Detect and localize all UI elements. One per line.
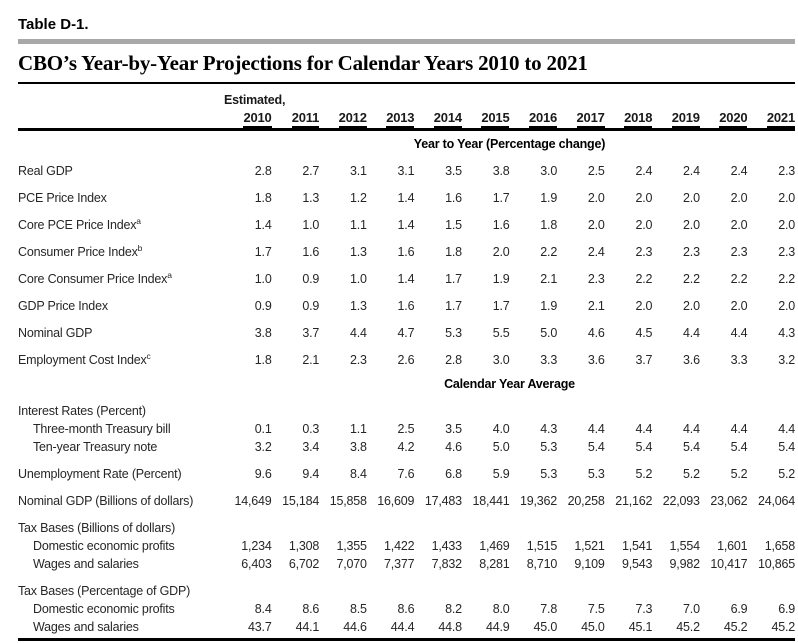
value-cell: 8,710 (526, 557, 558, 571)
value-cell: 2.1 (540, 272, 558, 286)
table-row (18, 164, 795, 182)
table-row (18, 584, 795, 602)
value-cell: 1,355 (336, 539, 367, 553)
value-cell: 1,469 (479, 539, 510, 553)
value-cell: 2.0 (492, 245, 510, 259)
value-cell: 3.8 (492, 164, 510, 178)
value-cell: 5.2 (635, 467, 653, 481)
value-cell: 5.2 (730, 467, 748, 481)
value-cell: 4.4 (683, 326, 700, 340)
row-label (18, 215, 224, 232)
row-label (18, 299, 224, 313)
value-cell: 4.4 (730, 326, 748, 340)
value-cell: 2.3 (730, 245, 748, 259)
value-cell: 3.2 (778, 353, 795, 367)
row-label-text: Three-month Treasury bill (33, 422, 171, 436)
row-label-text: Interest Rates (Percent) (18, 404, 146, 418)
value-cell: 4.4 (683, 422, 700, 436)
year-label: 2010 (243, 110, 271, 128)
value-cell: 1.3 (302, 191, 320, 205)
value-cell: 2.7 (302, 164, 320, 178)
value-cell: 1.7 (445, 299, 462, 313)
value-cell: 44.9 (485, 620, 510, 634)
value-cell: 7.5 (587, 602, 605, 616)
value-cell: 8.4 (349, 467, 367, 481)
table-header (18, 92, 795, 131)
value-cell: 4.6 (445, 440, 462, 454)
value-cell: 4.4 (635, 422, 653, 436)
row-label (18, 404, 224, 418)
value-cell: 1.3 (349, 299, 367, 313)
value-cell: 1.8 (540, 218, 558, 232)
value-cell: 2.4 (635, 164, 653, 178)
table-row (18, 191, 795, 209)
value-cell: 1.8 (254, 191, 272, 205)
value-cell: 2.8 (254, 164, 272, 178)
value-cell: 3.5 (445, 422, 462, 436)
value-cell: 5.5 (492, 326, 510, 340)
value-cell: 7,377 (384, 557, 415, 571)
table-row (18, 326, 795, 344)
value-cell: 0.9 (254, 299, 272, 313)
year-label: 2015 (481, 110, 509, 128)
value-cell: 1.0 (254, 272, 272, 286)
year-column-header (414, 110, 462, 128)
value-cell: 2.1 (587, 299, 605, 313)
value-cell: 1.6 (445, 191, 462, 205)
value-cell: 5.4 (587, 440, 605, 454)
value-cell: 4.7 (397, 326, 415, 340)
section-heading-row (18, 137, 795, 155)
value-cell: 1.5 (445, 218, 462, 232)
value-cell: 1,541 (621, 539, 653, 553)
value-cell: 1.1 (349, 218, 367, 232)
row-label-text: Core PCE Price Index (18, 218, 137, 232)
table-number-label: Table D-1. (18, 16, 89, 33)
row-label (18, 467, 224, 481)
value-cell: 2.8 (445, 353, 462, 367)
value-cell: 2.0 (683, 218, 700, 232)
row-label (18, 326, 224, 340)
value-cell: 7.6 (397, 467, 415, 481)
value-cell: 5.4 (635, 440, 653, 454)
value-cell: 1.4 (254, 218, 272, 232)
value-cell: 43.7 (248, 620, 272, 634)
table-row (18, 440, 795, 458)
table-row (18, 269, 795, 290)
section-heading: Year to Year (Percentage change) (413, 137, 606, 151)
value-cell: 2.2 (730, 272, 748, 286)
table-row (18, 299, 795, 317)
value-cell: 5.3 (445, 326, 462, 340)
year-column-header (367, 110, 415, 128)
value-cell: 3.3 (730, 353, 748, 367)
value-cell: 5.0 (540, 326, 558, 340)
gray-divider-bar (18, 39, 795, 44)
value-cell: 3.0 (540, 164, 558, 178)
value-cell: 1.7 (492, 191, 510, 205)
row-label (18, 584, 224, 598)
value-cell: 2.3 (587, 272, 605, 286)
year-label: 2012 (339, 110, 367, 128)
table-body (18, 137, 795, 638)
value-cell: 4.4 (730, 422, 748, 436)
value-cell: 1.6 (397, 299, 415, 313)
value-cell: 1.4 (397, 272, 415, 286)
value-cell: 1.7 (254, 245, 272, 259)
value-cell: 19,362 (520, 494, 558, 508)
value-cell: 3.7 (302, 326, 320, 340)
value-cell: 18,441 (472, 494, 510, 508)
value-cell: 2.0 (778, 191, 795, 205)
footnote-marker: c (146, 350, 151, 361)
value-cell: 8.2 (445, 602, 462, 616)
row-label-text: Core Consumer Price Index (18, 272, 168, 286)
value-cell: 2.5 (397, 422, 415, 436)
value-cell: 5.3 (540, 467, 558, 481)
value-cell: 21,162 (615, 494, 653, 508)
value-cell: 7,832 (431, 557, 462, 571)
row-label-text: Unemployment Rate (Percent) (18, 467, 182, 481)
row-label-text: Domestic economic profits (33, 602, 175, 616)
value-cell: 10,417 (710, 557, 748, 571)
estimated-row (18, 92, 795, 107)
value-cell: 2.0 (730, 299, 748, 313)
value-cell: 6.9 (730, 602, 748, 616)
value-cell: 45.2 (771, 620, 795, 634)
value-cell: 7.3 (635, 602, 653, 616)
table-row (18, 215, 795, 236)
value-cell: 1,554 (669, 539, 700, 553)
value-cell: 15,858 (329, 494, 367, 508)
value-cell: 2.3 (778, 245, 795, 259)
row-label (18, 191, 224, 205)
value-cell: 44.6 (343, 620, 367, 634)
value-cell: 1.7 (492, 299, 510, 313)
value-cell: 4.0 (492, 422, 510, 436)
value-cell: 6,403 (241, 557, 272, 571)
value-cell: 3.1 (349, 164, 367, 178)
row-label-text: PCE Price Index (18, 191, 107, 205)
value-cell: 4.2 (397, 440, 415, 454)
value-cell: 15,184 (282, 494, 320, 508)
value-cell: 3.8 (349, 440, 367, 454)
value-cell: 5.2 (683, 467, 700, 481)
value-cell: 4.3 (778, 326, 795, 340)
value-cell: 9,543 (621, 557, 653, 571)
value-cell: 5.4 (778, 440, 795, 454)
table-row (18, 350, 795, 371)
value-cell: 23,062 (710, 494, 748, 508)
value-cell: 2.4 (683, 164, 700, 178)
value-cell: 2.0 (730, 218, 748, 232)
value-cell: 2.0 (635, 299, 653, 313)
value-cell: 3.2 (254, 440, 272, 454)
value-cell: 1.0 (349, 272, 367, 286)
year-column-header (319, 110, 367, 128)
value-cell: 2.6 (397, 353, 415, 367)
value-cell: 4.3 (540, 422, 558, 436)
table-row (18, 620, 795, 638)
value-cell: 1,601 (717, 539, 748, 553)
table-row (18, 242, 795, 263)
row-label-text: Real GDP (18, 164, 73, 178)
value-cell: 0.1 (254, 422, 272, 436)
row-label (18, 557, 224, 571)
year-column-header (224, 110, 272, 128)
row-label-text: Wages and salaries (33, 620, 139, 634)
value-cell: 22,093 (662, 494, 700, 508)
footnote-marker: b (137, 242, 143, 253)
value-cell: 2.4 (587, 245, 605, 259)
value-cell: 4.6 (587, 326, 605, 340)
value-cell: 5.4 (730, 440, 748, 454)
value-cell: 1.4 (397, 218, 415, 232)
row-label-text: Wages and salaries (33, 557, 139, 571)
row-label (18, 440, 224, 454)
row-label-text: Domestic economic profits (33, 539, 175, 553)
value-cell: 2.4 (730, 164, 748, 178)
value-cell: 2.2 (635, 272, 653, 286)
bottom-rule (18, 638, 795, 641)
value-cell: 1,521 (574, 539, 605, 553)
value-cell: 45.2 (676, 620, 700, 634)
table-row (18, 539, 795, 557)
value-cell: 2.0 (778, 218, 795, 232)
value-cell: 2.0 (635, 218, 653, 232)
value-cell: 2.0 (635, 191, 653, 205)
year-column-header (747, 110, 795, 128)
value-cell: 9.4 (302, 467, 320, 481)
value-cell: 7,070 (336, 557, 367, 571)
value-cell: 4.4 (778, 422, 795, 436)
footnote-marker: a (167, 269, 172, 280)
value-cell: 1,515 (526, 539, 558, 553)
value-cell: 44.4 (390, 620, 415, 634)
value-cell: 2.0 (587, 191, 605, 205)
value-cell: 2.3 (778, 164, 795, 178)
value-cell: 6.8 (445, 467, 462, 481)
value-cell: 8.6 (397, 602, 415, 616)
value-cell: 9.6 (254, 467, 272, 481)
row-label (18, 602, 224, 616)
value-cell: 1.4 (397, 191, 415, 205)
value-cell: 5.4 (683, 440, 700, 454)
year-label: 2014 (434, 110, 462, 128)
value-cell: 5.3 (587, 467, 605, 481)
value-cell: 1.9 (492, 272, 510, 286)
value-cell: 1,658 (764, 539, 795, 553)
value-cell: 2.0 (587, 218, 605, 232)
table-row (18, 494, 795, 512)
year-column-header (272, 110, 320, 128)
value-cell: 1.2 (349, 191, 367, 205)
value-cell: 2.0 (778, 299, 795, 313)
value-cell: 1,422 (384, 539, 415, 553)
value-cell: 20,258 (567, 494, 605, 508)
value-cell: 4.4 (587, 422, 605, 436)
table-row (18, 404, 795, 422)
value-cell: 0.3 (302, 422, 320, 436)
section-heading: Calendar Year Average (444, 377, 575, 391)
value-cell: 8.6 (302, 602, 320, 616)
value-cell: 3.5 (445, 164, 462, 178)
value-cell: 45.2 (723, 620, 748, 634)
footnote-marker: a (136, 215, 141, 226)
value-cell: 5.3 (540, 440, 558, 454)
value-cell: 3.3 (540, 353, 558, 367)
value-cell: 8.5 (349, 602, 367, 616)
row-label-text: Ten-year Treasury note (33, 440, 158, 454)
value-cell: 4.4 (349, 326, 367, 340)
page-title: CBO’s Year-by-Year Projections for Calendar Years 2010 to 2021 (18, 51, 588, 75)
year-column-header (557, 110, 605, 128)
year-column-header (462, 110, 510, 128)
year-label: 2021 (767, 110, 795, 128)
value-cell: 2.5 (587, 164, 605, 178)
value-cell: 1.9 (540, 299, 558, 313)
value-cell: 3.6 (587, 353, 605, 367)
value-cell: 3.0 (492, 353, 510, 367)
value-cell: 3.1 (397, 164, 415, 178)
row-label (18, 164, 224, 178)
year-label: 2013 (386, 110, 414, 128)
value-cell: 8,281 (479, 557, 510, 571)
value-cell: 3.8 (254, 326, 272, 340)
value-cell: 7.8 (540, 602, 558, 616)
row-label (18, 494, 224, 508)
value-cell: 1.3 (349, 245, 367, 259)
row-label-text: Nominal GDP (Billions of dollars) (18, 494, 194, 508)
value-cell: 2.0 (683, 299, 700, 313)
row-label (18, 269, 224, 286)
value-cell: 5.2 (778, 467, 795, 481)
value-cell: 24,064 (757, 494, 795, 508)
value-cell: 1.7 (445, 272, 462, 286)
title-rule (18, 82, 795, 84)
value-cell: 14,649 (234, 494, 272, 508)
value-cell: 1.6 (492, 218, 510, 232)
value-cell: 9,109 (574, 557, 605, 571)
year-label: 2020 (719, 110, 747, 128)
year-label: 2018 (624, 110, 652, 128)
value-cell: 8.4 (254, 602, 272, 616)
table-row (18, 467, 795, 485)
value-cell: 2.3 (349, 353, 367, 367)
value-cell: 17,483 (424, 494, 462, 508)
value-cell: 2.1 (302, 353, 320, 367)
value-cell: 16,609 (377, 494, 415, 508)
year-label: 2017 (577, 110, 605, 128)
value-cell: 8.0 (492, 602, 510, 616)
section-heading-row (18, 377, 795, 395)
value-cell: 1.6 (397, 245, 415, 259)
value-cell: 1,433 (431, 539, 462, 553)
value-cell: 0.9 (302, 272, 320, 286)
value-cell: 1.1 (349, 422, 367, 436)
year-column-header (509, 110, 557, 128)
row-label-text: GDP Price Index (18, 299, 108, 313)
value-cell: 2.3 (683, 245, 700, 259)
value-cell: 0.9 (302, 299, 320, 313)
row-label (18, 350, 224, 367)
value-cell: 2.3 (635, 245, 653, 259)
value-cell: 4.5 (635, 326, 653, 340)
value-cell: 45.1 (628, 620, 653, 634)
value-cell: 2.2 (540, 245, 558, 259)
value-cell: 44.1 (295, 620, 320, 634)
row-label-text: Employment Cost Index (18, 353, 147, 367)
value-cell: 7.0 (683, 602, 700, 616)
value-cell: 45.0 (533, 620, 558, 634)
year-column-header (652, 110, 700, 128)
row-label (18, 539, 224, 553)
value-cell: 1.8 (445, 245, 462, 259)
year-header-row (18, 107, 795, 128)
value-cell: 3.4 (302, 440, 320, 454)
value-cell: 10,865 (757, 557, 795, 571)
value-cell: 1,308 (288, 539, 320, 553)
row-label-text: Consumer Price Index (18, 245, 138, 259)
year-label: 2011 (292, 110, 319, 128)
value-cell: 5.9 (492, 467, 510, 481)
value-cell: 6,702 (288, 557, 320, 571)
row-label-text: Nominal GDP (18, 326, 93, 340)
value-cell: 5.0 (492, 440, 510, 454)
row-label (18, 620, 224, 634)
row-label (18, 422, 224, 436)
year-label: 2019 (672, 110, 700, 128)
value-cell: 45.0 (581, 620, 605, 634)
table-row (18, 422, 795, 440)
table-row (18, 557, 795, 575)
year-column-header (700, 110, 748, 128)
row-label (18, 242, 224, 259)
value-cell: 1,234 (241, 539, 272, 553)
value-cell: 2.0 (683, 191, 700, 205)
value-cell: 3.6 (683, 353, 700, 367)
value-cell: 1.9 (540, 191, 558, 205)
value-cell: 1.6 (302, 245, 320, 259)
value-cell: 3.7 (635, 353, 653, 367)
year-column-header (605, 110, 653, 128)
row-label-text: Tax Bases (Percentage of GDP) (18, 584, 191, 598)
row-label-text: Tax Bases (Billions of dollars) (18, 521, 176, 535)
row-label (18, 521, 224, 535)
table-row (18, 521, 795, 539)
value-cell: 44.8 (438, 620, 462, 634)
value-cell: 6.9 (778, 602, 795, 616)
year-label: 2016 (529, 110, 557, 128)
table-row (18, 602, 795, 620)
estimated-label: Estimated, (224, 93, 286, 107)
value-cell: 1.8 (254, 353, 272, 367)
value-cell: 2.0 (730, 191, 748, 205)
value-cell: 9,982 (669, 557, 700, 571)
value-cell: 2.2 (683, 272, 700, 286)
value-cell: 1.0 (302, 218, 320, 232)
value-cell: 2.2 (778, 272, 795, 286)
